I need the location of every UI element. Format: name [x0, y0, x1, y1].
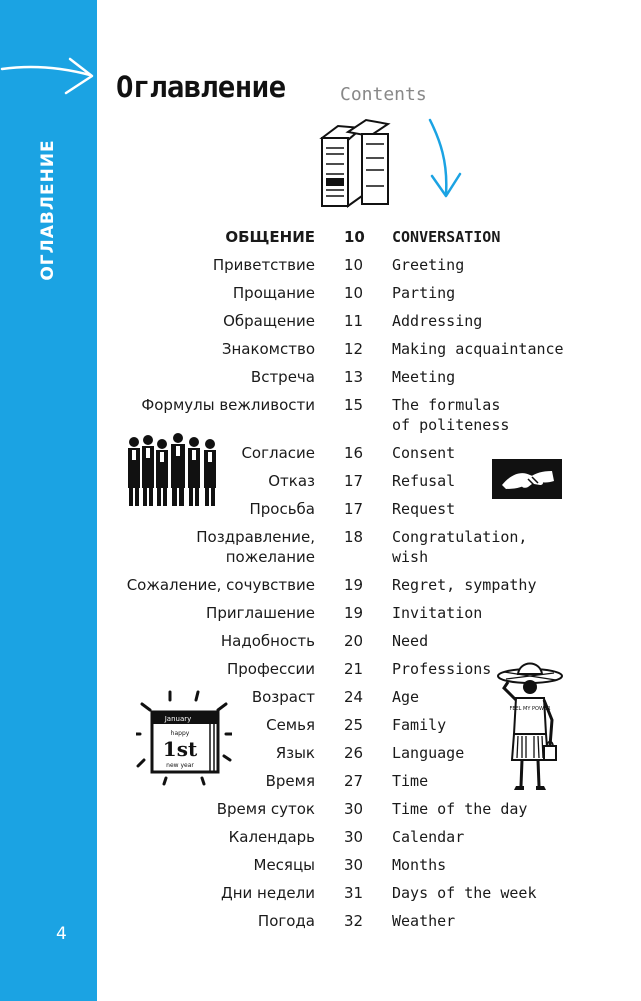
toc-entry[interactable]: [0, 576, 641, 604]
toc-page-number: 16: [344, 444, 364, 462]
toc-page-number: 24: [344, 688, 364, 706]
toc-en-label-line1: The formulas: [392, 396, 501, 414]
toc-en-label: Calendar: [392, 828, 465, 846]
toc-ru-label: Сожаление, сочувствие: [126, 576, 315, 594]
toc-en-label: Family: [392, 716, 447, 734]
toc-page-number: 17: [344, 472, 364, 490]
toc-en-label: CONVERSATION: [392, 228, 501, 246]
page-title: Оглавление: [116, 70, 286, 104]
toc-section-header[interactable]: [0, 228, 641, 256]
toc-entry[interactable]: [0, 312, 641, 340]
toc-page-number: 10: [344, 228, 365, 246]
toc-page-number: 19: [344, 604, 364, 622]
toc-ru-label: Приветствие: [212, 256, 315, 274]
toc-ru-label: Просьба: [249, 500, 315, 518]
toc-en-label: Months: [392, 856, 447, 874]
toc-ru-label: Профессии: [226, 660, 315, 678]
toc-entry[interactable]: [0, 884, 641, 912]
toc-ru-label: Формулы вежливости: [141, 396, 315, 414]
toc-page-number: 11: [344, 312, 364, 330]
toc-en-label: Making acquaintance: [392, 340, 564, 358]
toc-en-label: Refusal: [392, 472, 456, 490]
toc-page-number: 12: [344, 340, 364, 358]
toc-page-number: 25: [344, 716, 364, 734]
people-group-illustration: [124, 432, 220, 508]
toc-page-number: 27: [344, 772, 364, 790]
toc-entry[interactable]: [0, 632, 641, 660]
man-sombrero-illustration: [494, 660, 570, 796]
toc-en-label: Addressing: [392, 312, 483, 330]
toc-en-label-line2: of politeness: [392, 416, 510, 434]
toc-page-number: 30: [344, 828, 364, 846]
toc-ru-label: Календарь: [228, 828, 315, 846]
toc-ru-label: Месяцы: [253, 856, 315, 874]
toc-entry[interactable]: [0, 368, 641, 396]
toc-ru-label-line1: Поздравление,: [196, 528, 315, 546]
toc-page-number: 20: [344, 632, 364, 650]
toc-en-label: Time of the day: [392, 800, 528, 818]
books-illustration: [318, 114, 394, 210]
toc-page-number: 10: [344, 284, 364, 302]
toc-page-number: 18: [344, 528, 364, 546]
toc-ru-label: Надобность: [220, 632, 315, 650]
toc-page-number: 21: [344, 660, 364, 678]
toc-entry[interactable]: [0, 500, 641, 528]
toc-ru-label: Приглашение: [206, 604, 315, 622]
toc-entry[interactable]: [0, 828, 641, 856]
toc-entry[interactable]: [0, 800, 641, 828]
toc-ru-label: Знакомство: [221, 340, 315, 358]
toc-entry[interactable]: [0, 856, 641, 884]
toc-ru-label: Согласие: [241, 444, 315, 462]
toc-en-label: Need: [392, 632, 429, 650]
toc-ru-label: Прощание: [232, 284, 315, 302]
toc-entry[interactable]: [0, 912, 641, 940]
toc-ru-label: Семья: [266, 716, 315, 734]
toc-page-number: 32: [344, 912, 364, 930]
toc-en-label: Invitation: [392, 604, 483, 622]
toc-entry[interactable]: [0, 604, 641, 632]
toc-page-number: 19: [344, 576, 364, 594]
toc-en-label: Age: [392, 688, 420, 706]
toc-en-label: Time: [392, 772, 429, 790]
toc-entry[interactable]: [0, 396, 641, 444]
toc-en-label: Consent: [392, 444, 456, 462]
toc-ru-label: Отказ: [268, 472, 315, 490]
toc-ru-label: Возраст: [251, 688, 315, 706]
handshake-illustration: [492, 459, 562, 499]
toc-ru-label: Погода: [257, 912, 315, 930]
toc-page-number: 30: [344, 800, 364, 818]
toc-en-label: Meeting: [392, 368, 456, 386]
toc-en-label: Professions: [392, 660, 492, 678]
toc-en-label: Days of the week: [392, 884, 537, 902]
shirt-text: FEEL MY POWER: [509, 706, 551, 712]
hand-drawn-down-arrow-icon: [426, 116, 466, 202]
toc-ru-label: ОБЩЕНИЕ: [225, 228, 315, 246]
sidebar-vertical-title: ОГЛАВЛЕНИЕ: [38, 139, 58, 281]
toc-ru-label: Дни недели: [220, 884, 315, 902]
toc-entry[interactable]: [0, 256, 641, 284]
toc-en-label: Weather: [392, 912, 456, 930]
calendar-illustration: [136, 690, 232, 786]
toc-page-number: 13: [344, 368, 364, 386]
calendar-newyear-text: new year: [166, 762, 194, 769]
toc-ru-label-line2: пожелание: [225, 548, 315, 566]
toc-entry[interactable]: [0, 284, 641, 312]
toc-entry[interactable]: [0, 340, 641, 368]
calendar-happy-text: happy: [170, 730, 190, 737]
toc-page-number: 17: [344, 500, 364, 518]
toc-en-label-line1: Congratulation,: [392, 528, 528, 546]
toc-ru-label: Встреча: [250, 368, 315, 386]
toc-entry[interactable]: [0, 528, 641, 576]
toc-page-number: 31: [344, 884, 364, 902]
page-number: 4: [56, 924, 67, 944]
toc-en-label: Greeting: [392, 256, 465, 274]
toc-page-number: 15: [344, 396, 364, 414]
calendar-month-text: January: [164, 715, 192, 723]
toc-en-label: Language: [392, 744, 465, 762]
toc-ru-label: Обращение: [223, 312, 315, 330]
toc-en-label: Request: [392, 500, 456, 518]
toc-page-number: 30: [344, 856, 364, 874]
toc-ru-label: Время суток: [216, 800, 315, 818]
toc-en-label: Parting: [392, 284, 456, 302]
page-subtitle: Contents: [340, 84, 427, 105]
toc-en-label: Regret, sympathy: [392, 576, 537, 594]
toc-ru-label: Язык: [275, 744, 315, 762]
calendar-day-text: 1st: [162, 737, 198, 761]
toc-en-label-line2: wish: [392, 548, 429, 566]
toc-page-number: 26: [344, 744, 364, 762]
toc-page-number: 10: [344, 256, 364, 274]
hand-drawn-arrow-icon: [0, 55, 100, 100]
toc-ru-label: Время: [265, 772, 315, 790]
